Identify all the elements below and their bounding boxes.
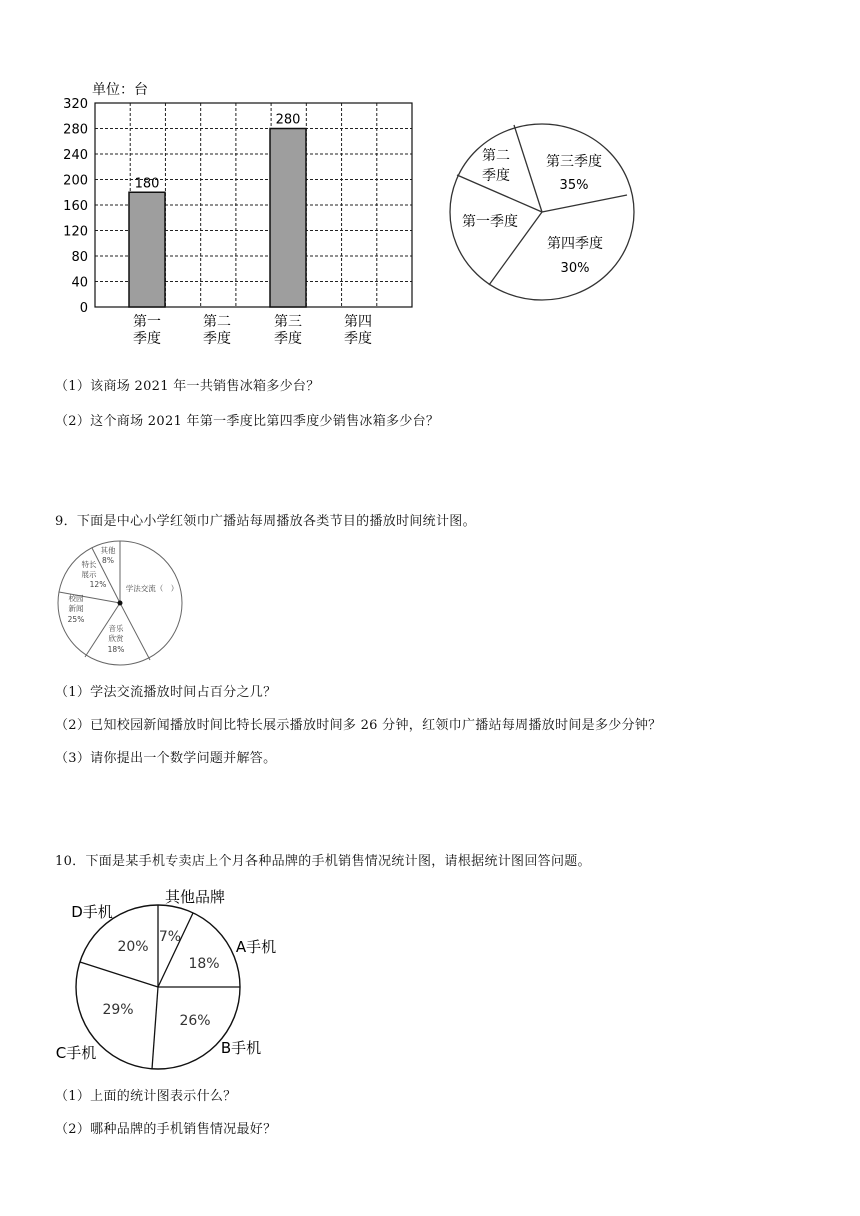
pie-slice-label: 35% xyxy=(559,178,589,193)
bar-chart-unit: 单位：台 xyxy=(92,82,148,98)
pie-slice-label: 新闻 xyxy=(68,604,84,613)
bar-chart-x-labels xyxy=(133,314,372,347)
y-tick-label: 160 xyxy=(63,199,88,214)
q10-title: 10．下面是某手机专卖店上个月各种品牌的手机销售情况统计图，请根据统计图回答问题。 xyxy=(55,854,591,869)
bar-value-label: 280 xyxy=(275,112,301,128)
x-tick-label: 季度 xyxy=(274,331,302,347)
q10-sub2: （2）哪种品牌的手机销售情况最好？ xyxy=(55,1122,277,1137)
q9-sub2: （2）已知校园新闻播放时间比特长展示播放时间多 26 分钟，红领巾广播站每周播放时间是多少分钟？ xyxy=(55,718,662,733)
pie-slice-label: 8% xyxy=(102,556,114,565)
x-tick-label: 季度 xyxy=(203,331,231,347)
pie-slice-label: 25% xyxy=(67,615,85,624)
x-tick-label: 第三 xyxy=(274,314,302,330)
bar-chart xyxy=(63,82,412,347)
pie-outer-label: D手机 xyxy=(71,903,113,921)
bar-chart-y-ticks xyxy=(63,97,88,316)
q10-sub1: （1）上面的统计图表示什么？ xyxy=(55,1089,237,1104)
x-tick-label: 季度 xyxy=(133,331,161,347)
pie-slice-label: 欣赏 xyxy=(108,634,124,643)
pie-outer-label: B手机 xyxy=(220,1039,262,1057)
pie-slice-label: 30% xyxy=(560,261,590,276)
bar xyxy=(270,129,306,308)
pie-slice-label: 其他 xyxy=(100,546,116,555)
q8-sub2: （2）这个商场 2021 年第一季度比第四季度少销售冰箱多少台？ xyxy=(55,414,440,429)
pie-center-dot xyxy=(118,601,123,606)
pie-percent-label: 20% xyxy=(117,939,149,955)
bar-value-label: 180 xyxy=(134,176,160,192)
phone-brand-pie-chart xyxy=(56,888,276,1069)
pie-slice-label: 第二 xyxy=(482,148,510,164)
bar-chart-bars xyxy=(129,129,306,308)
q9-sub1: （1）学法交流播放时间占百分之几？ xyxy=(55,685,277,700)
y-tick-label: 320 xyxy=(63,97,88,112)
pie-outer-label: 其他品牌 xyxy=(164,888,226,906)
q9-title: 9．下面是中心小学红领巾广播站每周播放各类节目的播放时间统计图。 xyxy=(55,514,476,529)
x-tick-label: 季度 xyxy=(344,331,372,347)
pie-slice-label: 第四季度 xyxy=(547,236,603,252)
y-tick-label: 280 xyxy=(63,122,88,138)
y-tick-label: 40 xyxy=(71,275,88,291)
x-tick-label: 第二 xyxy=(203,314,231,330)
pie-slice-label: 音乐 xyxy=(108,624,124,633)
pie-slice-label: 校园 xyxy=(68,594,84,603)
pie-slice-label: 季度 xyxy=(482,168,510,184)
pie-percent-label: 7% xyxy=(158,929,182,945)
y-tick-label: 120 xyxy=(63,224,88,240)
pie-percent-label: 18% xyxy=(188,956,220,972)
bar xyxy=(129,192,165,307)
pie-slice-label: 特长 xyxy=(81,560,97,569)
q9-sub3: （3）请你提出一个数学问题并解答。 xyxy=(55,751,277,766)
x-tick-label: 第四 xyxy=(344,314,372,330)
x-tick-label: 第一 xyxy=(133,314,161,330)
pie-slice-label: 第一季度 xyxy=(462,214,518,230)
pie-percent-label: 26% xyxy=(179,1013,211,1029)
y-tick-label: 0 xyxy=(79,301,88,316)
y-tick-label: 200 xyxy=(63,173,88,189)
pie-slice-label: 第三季度 xyxy=(546,154,602,170)
pie-slice-label: 12% xyxy=(89,580,107,589)
y-tick-label: 240 xyxy=(63,148,88,163)
y-tick-label: 80 xyxy=(71,250,88,265)
broadcast-pie-chart xyxy=(58,541,182,665)
q8-sub1: （1）该商场 2021 年一共销售冰箱多少台？ xyxy=(55,379,320,394)
pie-percent-label: 29% xyxy=(102,1002,134,1018)
pie-slice-label: 学法交流（ ） xyxy=(125,584,179,593)
sales-pie-chart xyxy=(450,124,634,300)
pie-slice-label: 18% xyxy=(107,645,125,654)
pie-outer-label: C手机 xyxy=(55,1044,97,1062)
pie-slice-label: 展示 xyxy=(81,570,97,579)
pie-outer-label: A手机 xyxy=(235,938,277,956)
